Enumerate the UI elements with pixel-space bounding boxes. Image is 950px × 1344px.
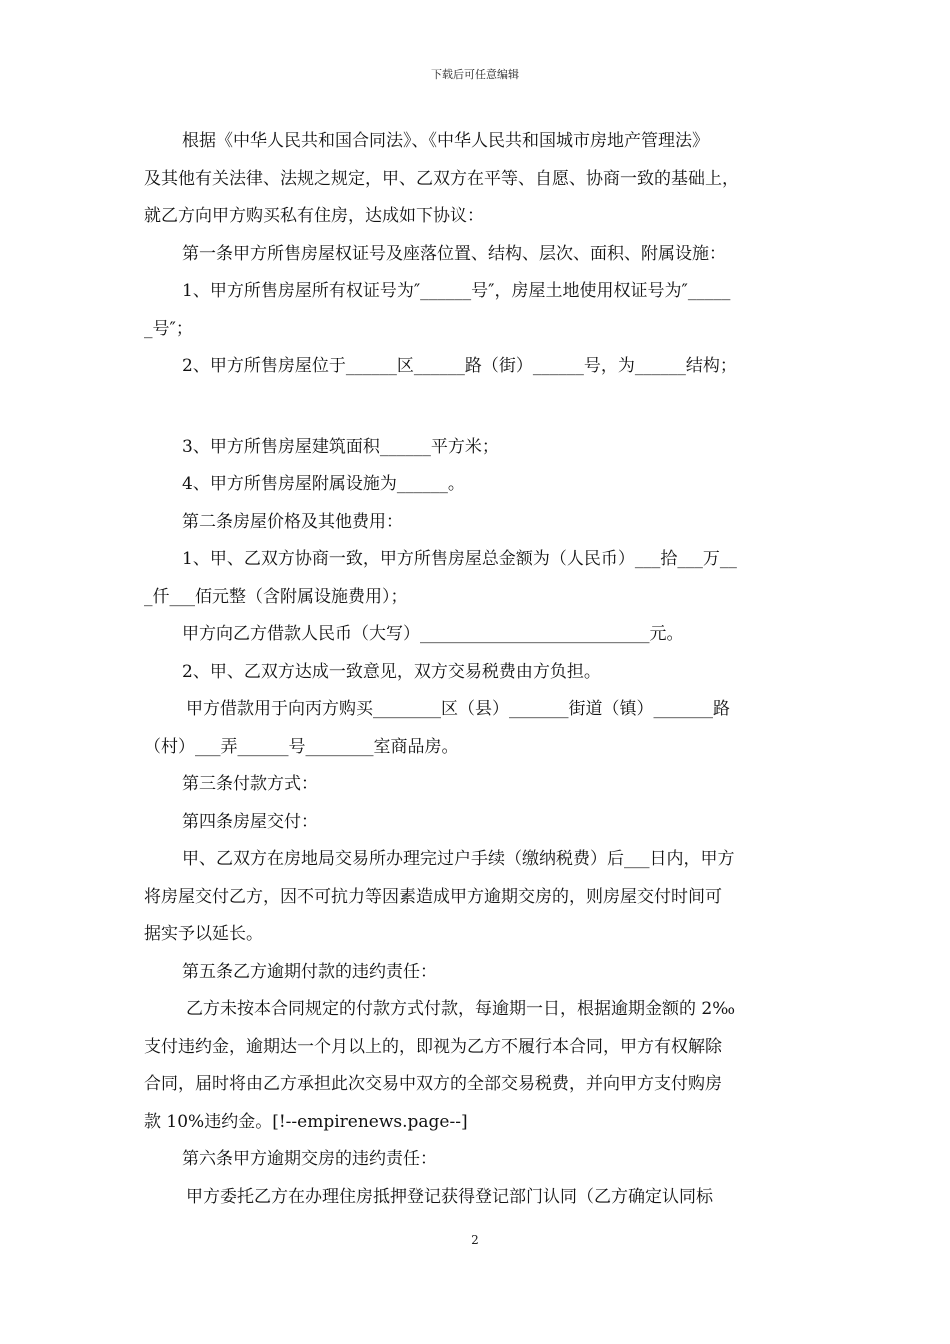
contract-body bbox=[144, 123, 808, 1216]
section-heading: 第一条甲方所售房屋权证号及座落位置、结构、层次、面积、附属设施： bbox=[182, 243, 726, 264]
text-line: 将房屋交付乙方，因不可抗力等因素造成甲方逾期交房的，则房屋交付时间可 bbox=[144, 886, 722, 907]
page-number: 2 bbox=[471, 1233, 479, 1247]
text-line: 就乙方向甲方购买私有住房，达成如下协议： bbox=[144, 206, 484, 226]
text-line: _号″； bbox=[144, 318, 193, 339]
section-heading: 第六条甲方逾期交房的违约责任： bbox=[182, 1149, 437, 1169]
text-line: 甲方委托乙方在办理住房抵押登记获得登记部门认同（乙方确定认同标 bbox=[186, 1186, 713, 1207]
text-line: 1、甲方所售房屋所有权证号为″______号″，房屋土地使用权证号为″_____ bbox=[182, 281, 731, 301]
text-line: 据实予以延长。 bbox=[144, 924, 263, 944]
text-line: （村）___弄______号________室商品房。 bbox=[144, 736, 459, 757]
text-line: 根据《中华人民共和国合同法》、《中华人民共和国城市房地产管理法》 bbox=[182, 131, 709, 151]
text-line: 甲、乙双方在房地局交易所办理完过户手续（缴纳税费）后___日内，甲方 bbox=[182, 849, 735, 869]
text-line: _仟___佰元整（含附属设施费用）； bbox=[144, 586, 408, 607]
text-line: 2、甲、乙双方达成一致意见，双方交易税费由方负担。 bbox=[182, 661, 601, 682]
page-header: 下载后可任意编辑 bbox=[431, 68, 519, 81]
text-line: 款 10%违约金。[!--empirenews.page--] bbox=[144, 1111, 468, 1132]
text-line: 1、甲、乙双方协商一致，甲方所售房屋总金额为（人民币）___拾___万__ bbox=[182, 549, 737, 569]
text-line: 2、甲方所售房屋位于______区______路（街）______号，为______结构； bbox=[182, 356, 737, 376]
text-line: 3、甲方所售房屋建筑面积______平方米； bbox=[182, 436, 499, 457]
text-line: 甲方借款用于向丙方购买________区（县）_______街道（镇）_______路 bbox=[186, 699, 730, 719]
text-line: 支付违约金，逾期达一个月以上的，即视为乙方不履行本合同，甲方有权解除 bbox=[144, 1036, 722, 1057]
section-heading: 第四条房屋交付： bbox=[182, 811, 318, 832]
text-line: 甲方向乙方借款人民币（大写）___________________________元。 bbox=[182, 624, 684, 644]
section-heading: 第五条乙方逾期付款的违约责任： bbox=[182, 961, 437, 982]
blank-line bbox=[144, 386, 808, 429]
text-line: 及其他有关法律、法规之规定，甲、乙双方在平等、自愿、协商一致的基础上， bbox=[144, 168, 739, 189]
section-heading: 第三条付款方式： bbox=[182, 774, 318, 794]
text-line: 4、甲方所售房屋附属设施为______。 bbox=[182, 474, 465, 494]
section-heading: 第二条房屋价格及其他费用： bbox=[182, 511, 403, 532]
text-line: 乙方未按本合同规定的付款方式付款，每逾期一日，根据逾期金额的 2‰ bbox=[186, 999, 736, 1019]
text-line: 合同，届时将由乙方承担此次交易中双方的全部交易税费，并向甲方支付购房 bbox=[144, 1074, 722, 1094]
